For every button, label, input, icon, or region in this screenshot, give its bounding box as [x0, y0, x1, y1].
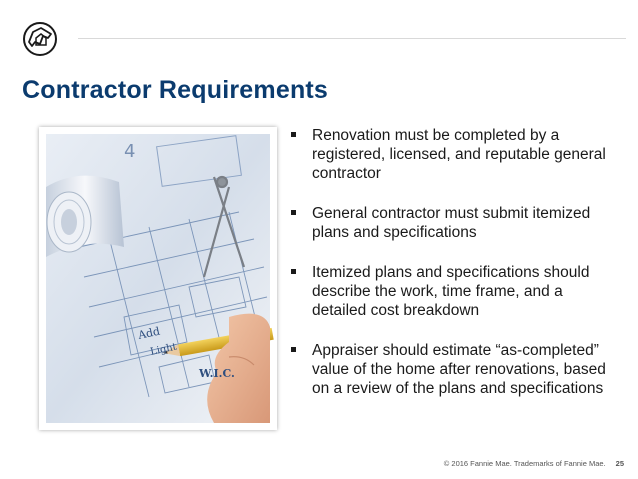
blueprint-pencil-illustration [39, 127, 277, 430]
list-item [291, 341, 621, 398]
svg-text:4: 4 [124, 141, 136, 162]
svg-text:Light: Light [149, 341, 178, 358]
slide-title: Contractor Requirements [22, 76, 329, 104]
list-item [291, 126, 621, 183]
bullet-text: Itemized plans and specifications should describe the work, time frame, and a detailed cost breakdown [312, 264, 590, 319]
bullet-text: Renovation must be completed by a registered, licensed, and reputable general contractor [312, 127, 606, 182]
bullet-text: General contractor must submit itemized plans and specifications [312, 205, 591, 241]
requirements-list [291, 126, 621, 419]
slide-footer [444, 459, 624, 468]
blueprint-photo [39, 127, 277, 430]
bullet-square-icon [291, 132, 296, 137]
svg-text:Add: Add [136, 324, 162, 342]
page-number: 25 [615, 459, 624, 468]
bullet-square-icon [291, 210, 296, 215]
header-divider [78, 38, 626, 39]
svg-text:W.I.C.: W.I.C. [199, 367, 235, 380]
bullet-text: Appraiser should estimate “as-completed” value of the home after renovations, based on a review of the plans and specifications [312, 342, 606, 397]
list-item [291, 204, 621, 242]
fannie-mae-logo-icon [21, 20, 59, 58]
bullet-square-icon [291, 269, 296, 274]
bullet-square-icon [291, 347, 296, 352]
copyright-text: © 2016 Fannie Mae. Trademarks of Fannie Mae. [443, 459, 606, 468]
list-item [291, 263, 621, 320]
